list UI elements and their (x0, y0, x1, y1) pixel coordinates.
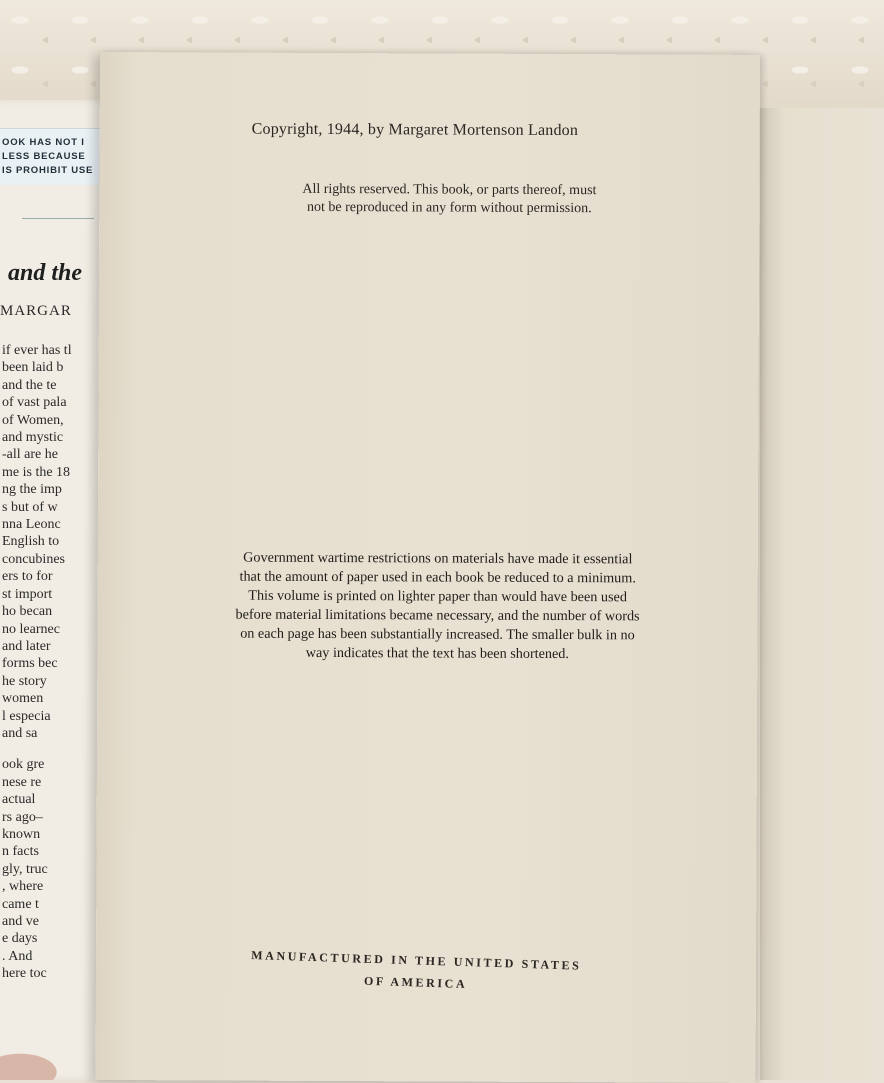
jacket-blurb-line: -all are he (2, 447, 58, 463)
copyright-page (96, 52, 760, 1083)
notice-line: way indicates that the text has been shortened. (305, 644, 569, 663)
facing-page (760, 108, 884, 1080)
jacket-notice-line: LESS BECAUSE (2, 151, 86, 162)
jacket-blurb-line: ho becan (2, 604, 53, 620)
rights-notice (249, 181, 649, 219)
jacket-blurb-line: of Women, (2, 412, 64, 428)
jacket-blurb-line: and later (2, 638, 51, 654)
jacket-blurb-line: gly, truc (2, 861, 48, 877)
jacket-blurb-line: of vast pala (2, 395, 67, 411)
notice-line: on each page has been substantially increased. The smaller bulk in no (240, 625, 635, 644)
rights-line: All rights reserved. This book, or parts thereof, must (302, 181, 597, 199)
imprint-line: OF AMERICA (363, 973, 468, 992)
jacket-blurb-line: n facts (2, 844, 39, 860)
jacket-blurb-line: , where (2, 879, 44, 895)
jacket-title-fragment: and the (8, 260, 83, 286)
jacket-divider (22, 218, 94, 219)
jacket-blurb-line: ers to for (2, 569, 53, 585)
jacket-blurb (2, 342, 92, 983)
notice-line: This volume is printed on lighter paper than would have been used (248, 587, 627, 606)
jacket-paragraph-gap (2, 742, 92, 756)
thumb (0, 1032, 80, 1080)
wartime-notice (187, 548, 687, 664)
jacket-blurb-line: came t (2, 896, 39, 912)
jacket-blurb-line: l especia (2, 708, 51, 724)
jacket-blurb-line: concubines (2, 551, 65, 567)
jacket-blurb-line: English to (2, 534, 60, 550)
jacket-blurb-line: e days (2, 931, 38, 947)
jacket-blurb-line: and sa (2, 725, 38, 741)
jacket-blurb-line: actual (2, 792, 36, 808)
jacket-blurb-line: nna Leonc (2, 517, 61, 533)
jacket-blurb-line: s but of w (2, 499, 58, 515)
jacket-blurb-line: been laid b (2, 360, 64, 376)
jacket-blurb-line: me is the 18 (2, 464, 71, 480)
jacket-blurb-line: nese re (2, 774, 42, 790)
jacket-blurb-line: and ve (2, 914, 39, 929)
notice-line: Government wartime restrictions on materials have made it essential (243, 549, 633, 568)
jacket-blurb-line: ook gre (2, 757, 45, 773)
jacket-notice (2, 136, 98, 178)
jacket-notice-line: OOK HAS NOT I (2, 137, 85, 148)
jacket-blurb-line: . And (2, 948, 33, 964)
jacket-blurb-line: if ever has tl (2, 343, 72, 358)
jacket-blurb-line: rs ago– (2, 809, 43, 825)
jacket-blurb-line: no learnec (2, 621, 60, 637)
jacket-author-fragment: MARGAR (0, 303, 72, 319)
jacket-blurb-line: and mystic (2, 430, 64, 446)
jacket-blurb-line: women (2, 691, 44, 707)
jacket-notice-line: IS PROHIBIT USE (2, 165, 94, 176)
jacket-blurb-line: known (2, 826, 41, 842)
jacket-blurb-line: he story (2, 673, 47, 689)
manufactured-imprint (215, 943, 616, 1000)
jacket-blurb-line: and the te (2, 377, 57, 393)
jacket-blurb-line: here toc (2, 966, 47, 982)
copyright-line: Copyright, 1944, by Margaret Mortenson Landon (251, 120, 579, 140)
jacket-blurb-line: ng the imp (2, 482, 62, 498)
jacket-blurb-line: st import (2, 586, 53, 602)
imprint-line: MANUFACTURED IN THE UNITED STATES (251, 948, 582, 973)
notice-line: that the amount of paper used in each book be reduced to a minimum. (239, 568, 636, 587)
notice-line: before material limitations became necessary, and the number of words (235, 606, 640, 625)
jacket-blurb-line: forms bec (2, 656, 58, 672)
rights-line: not be reproduced in any form without permission. (306, 199, 592, 217)
